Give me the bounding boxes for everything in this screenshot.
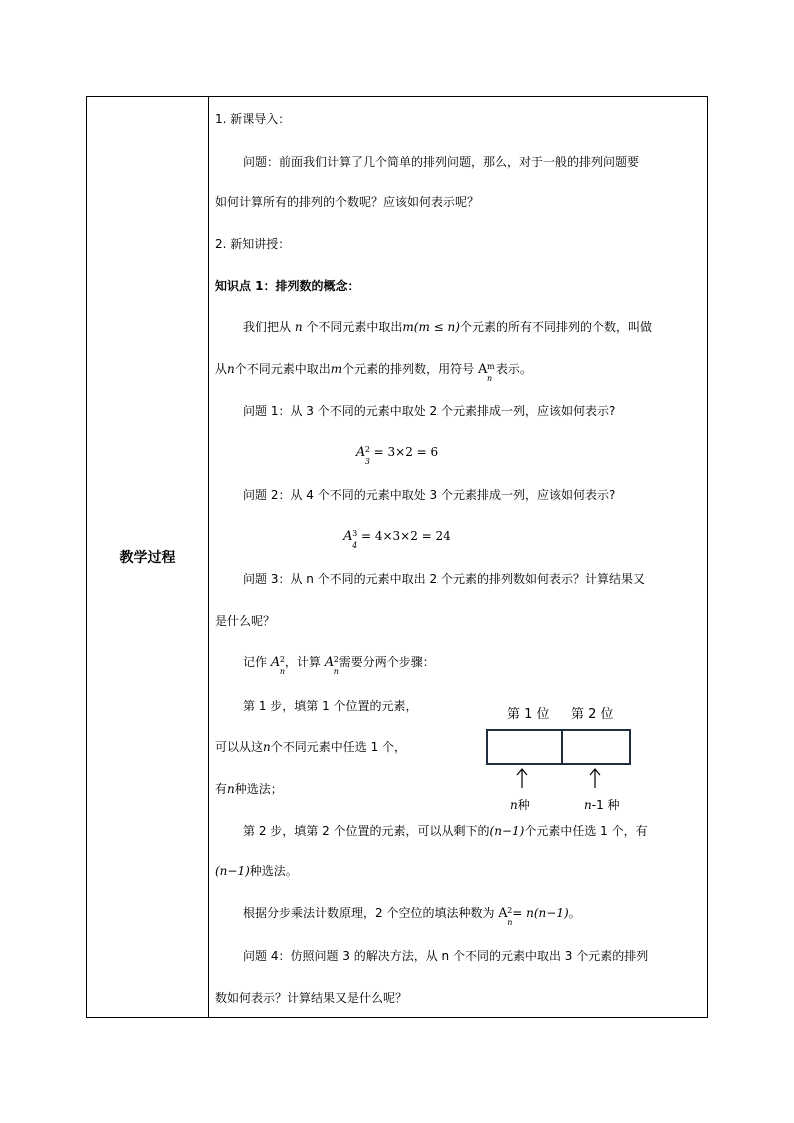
up-arrow-icon <box>588 767 602 789</box>
step-2-line1 <box>243 822 648 840</box>
definition-line1 <box>243 318 652 336</box>
principle-line <box>243 904 581 927</box>
principle-rhs: = n(n−1) <box>512 906 569 920</box>
def-text: 个不同元素中取出 <box>306 320 403 334</box>
step-text: 可以从这 <box>215 740 264 754</box>
question-4-line2: 数如何表示？计算结果又是什么呢？ <box>215 991 408 1005</box>
def-text: 个不同元素中取出 <box>234 362 331 376</box>
step-1-line1: 第 1 步，填第 1 个位置的元素， <box>243 699 418 713</box>
formula-1-rhs: = 3×2 = 6 <box>373 445 439 459</box>
symbol-A-4-3: A 3 4 <box>343 528 358 550</box>
question-4-line1: 问题 4：仿照问题 3 的解决方法，从 n 个不同的元素中取出 3 个元素的排列 <box>243 949 649 963</box>
step-text: 个不同元素中任选 1 个， <box>270 740 407 754</box>
step-text: 有 <box>215 782 228 796</box>
note-text: ，计算 <box>284 655 321 669</box>
question-intro-line2: 如何计算所有的排列的个数呢？应该如何表示呢？ <box>215 195 480 209</box>
slot-1-box <box>486 729 563 765</box>
condition-math: m(m ≤ n) <box>402 320 460 334</box>
symbol-A-n-2: A 2 n <box>498 905 513 927</box>
symbol-A-n-2: A 2 n <box>270 654 285 676</box>
definition-line2 <box>215 360 532 383</box>
math-n-minus-1: (n−1) <box>215 864 250 878</box>
def-text: 个元素的所有不同排列的个数，叫做 <box>459 320 652 334</box>
slot-2-choices: n-1 种 <box>584 798 620 812</box>
question-2: 问题 2：从 4 个不同的元素中取处 3 个元素排成一列，应该如何表示? <box>243 488 616 502</box>
step-text: 个元素中任选 1 个，有 <box>524 824 648 838</box>
principle-text: 。 <box>568 906 581 920</box>
notation-line <box>243 653 435 676</box>
knowledge-point-title: 知识点 1：排列数的概念： <box>215 279 360 293</box>
step-1-line3 <box>215 780 283 798</box>
question-1: 问题 1：从 3 个不同的元素中取处 2 个元素排成一列，应该如何表示? <box>243 404 616 418</box>
question-3-line1: 问题 3：从 n 个不同的元素中取出 2 个元素的排列数如何表示？计算结果又 <box>243 572 645 586</box>
step-text: 种选法。 <box>249 864 298 878</box>
step-text: 第 2 步，填第 2 个位置的元素，可以从剩下的 <box>243 824 490 838</box>
step-1-line2 <box>215 738 406 756</box>
formula-2-rhs: = 4×3×2 = 24 <box>360 529 451 543</box>
section-heading-intro: 1. 新课导入： <box>215 112 291 126</box>
symbol-A-n-m: A m n <box>478 361 495 383</box>
step-text: 种选法； <box>234 782 283 796</box>
formula-1 <box>0 443 794 466</box>
var-n: n <box>294 320 303 334</box>
slot-boxes <box>486 729 633 763</box>
symbol-A-n-2: A 2 n <box>324 654 339 676</box>
step-2-line2 <box>215 862 298 880</box>
var-m: m <box>330 362 343 376</box>
slot-1-choices: n种 <box>510 798 530 812</box>
section-label: 教学过程 <box>119 550 176 566</box>
note-text: 需要分两个步骤： <box>338 655 435 669</box>
var-n: n <box>263 740 271 754</box>
up-arrow-icon <box>515 767 529 789</box>
formula-2 <box>0 527 794 550</box>
question-3-line2: 是什么呢？ <box>215 614 276 628</box>
lesson-table <box>86 96 708 1018</box>
def-text: 个元素的排列数，用符号 <box>342 362 475 376</box>
slot-1-label: 第 1 位 <box>507 707 550 722</box>
def-text: 从 <box>215 362 228 376</box>
def-text: 我们把从 <box>243 320 292 334</box>
note-text: 记作 <box>243 655 268 669</box>
math-n-minus-1: (n−1) <box>489 824 525 838</box>
def-text: 表示。 <box>495 362 532 376</box>
var-n: n <box>227 782 235 796</box>
symbol-A-3-2: A 2 3 <box>355 444 370 466</box>
section-heading-new: 2. 新知讲授： <box>215 237 291 251</box>
slot-2-box <box>561 729 631 765</box>
column-divider <box>208 97 209 1017</box>
principle-text: 根据分步乘法计数原理，2 个空位的填法种数为 <box>243 906 495 920</box>
question-intro-line1: 问题：前面我们计算了几个简单的排列问题，那么，对于一般的排列问题要 <box>243 155 640 169</box>
slot-2-label: 第 2 位 <box>571 707 614 722</box>
var-n: n <box>227 362 235 376</box>
